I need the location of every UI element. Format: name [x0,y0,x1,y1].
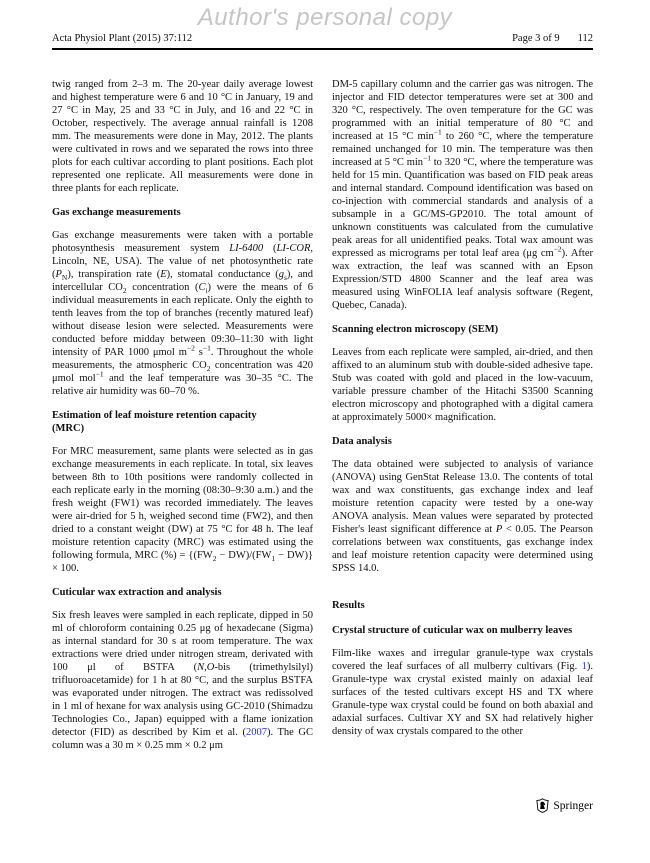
section-heading-results: Results [332,600,365,611]
paragraph-gc-method: DM-5 capillary column and the carrier gas was nitrogen. The injector and FID detector temperatures were set at 300 and 320 °C, respectively. The oven temperature for the GC was programmed with an initial temperature of 80 °C and increased at 15 °C $\min^{-1}$ to 260 °C, where the temperature remained unchanged for 10 min. The temperature was then increased at 5 °C $\min^{-1}$ to 320 °C, where the temperature was held for 15 min. Quantification was based on FID peak areas and internal standard. Compound identification was based on co-injection with commercial standards and analysis of a subsample in a GC/MS-GP2010. The total amount of unknown constituents was calculated from the cumulative peak areas for all unidentified peaks. Total wax amount was expressed as micrograms per total leaf area (μg $cm^{-2}$). After wax extraction, the leaf was scanned with an Epson Expression/STD 4800 Scanner and the leaf area was measured using WinFOLIA leaf analysis software (Regent, Quebec, Canada). [332,79,593,311]
citation-link-2007[interactable]: 2007 [245,727,267,738]
journal-reference: Acta Physiol Plant (2015) 37:112 [52,33,193,44]
article-number: 112 [577,33,593,44]
right-column [332,78,593,752]
page-indicator: Page 3 of 9 [512,33,560,44]
header-rule [52,48,593,50]
heading-wax-extraction: Cuticular wax extraction and analysis [52,587,222,598]
heading-mrc: Estimation of leaf moisture retention capacity (MRC) [52,410,257,434]
author-copy-watermark: Author's personal copy [197,4,453,31]
heading-gas-exchange: Gas exchange measurements [52,207,181,218]
publisher-footer [536,798,593,813]
springer-logo-icon [536,798,549,813]
paragraph-climate: twig ranged from 2–3 m. The 20-year daily average lowest and highest temperature were 6 and 10 °C in January, 19 and 27 °C in May, 25 and 33 °C in July, and 16 and 22 °C in October, respectively. The average annual rainfall is 1208 mm. The measurements were done in May, 2012. The plants were cultivated in rows and we separated the rows into three plots for each cultivar according to plant positions. Each plot represented one replicate. All measurements were done in three plants for each replicate. [52,79,313,194]
heading-sem: Scanning electron microscopy (SEM) [332,324,499,335]
page-header [52,33,593,44]
publisher-name: Springer [553,799,593,812]
paragraph-data-analysis: The data obtained were subjected to analysis of variance (ANOVA) using GenStat Release 13.0. The contents of total wax and wax constituents, gas exchange index and leaf moisture retention capacity were tested by a one-way ANOVA analysis. Mean values were separated by protected Fisher's least significant difference at P < 0.05. The Pearson correlations between wax constituents, gas exchange index and leaf moisture retention capacity were determined using SPSS 14.0. [332,459,593,574]
figure-1-link[interactable]: 1 [581,661,587,672]
paragraph-gas-exchange: Gas exchange measurements were taken with a portable photosynthesis measurement system LI-6400 (LI-COR, Lincoln, NE, USA). The value of net photosynthetic rate $(P_N)$, transpiration rate (E), stomatal conductance $(g_s)$, and intercellular $CO_2$ concentration $(C_i)$ were the means of 6 individual measurements in each replicate. Only the eighth to tenth leaves from the top of branches (recently matured leaf) without disease lesion were selected. Measurements were conducted before midday between 09:30–11:30 with light intensity of PAR 1000 μmol $m^{-2}$ $s^{-1}$. Throughout the whole measurements, the atmospheric $CO_2$ concentration was 420 μmol mol$^{-1}$ and the leaf temperature was 30–35 °C. The relative air humidity was 60–70 %. [52,230,313,397]
paragraph-crystal-structure: Film-like waxes and irregular granule-type wax crystals covered the leaf surfaces of all mulberry cultivars (Fig. 1). Granule-type wax crystal existed mainly on adaxial leaf surfaces of the tested cultivars except HS and TX where Granule-type wax crystal could be found on both abaxial and adaxial surfaces. Cultivar XY and SX had relatively higher density of wax crystals compared to the other [332,648,593,737]
heading-crystal-structure: Crystal structure of cuticular wax on mulberry leaves [332,625,573,636]
paragraph-mrc: For MRC measurement, same plants were selected as in gas exchange measurements in each replicate. In total, six leaves between 8th to 10th positions were randomly collected in each replicate early in the morning (08:30–9:30 a.m.) and the fresh weight (FW1) was recorded immediately. The leaves were air-dried for 5 h, weighed second time (FW2), and then dried to a constant weight (DW) at 75 °C for 48 h. The leaf moisture retention capacity (MRC) was estimated using the following formula, MRC (%) = $\{(FW_2 - DW)/(FW_1 - DW)\} \times 100$. [52,446,314,574]
heading-data-analysis: Data analysis [332,436,392,447]
paragraph-wax-extraction: Six fresh leaves were sampled in each replicate, dipped in 50 ml of chloroform containing 0.25 μg of hexadecane (Sigma) as internal standard for 30 s at room temperature. The wax extractions were dried under nitrogen stream, derivated with 100 μl of BSTFA (N,O-bis (trimethylsilyl) trifluoroacetamide) for 1 h at 80 °C, and the surplus BSTFA was evaporated under nitrogen. The extract was redissolved in 1 ml of hexane for wax analysis using GC-2010 (Shimadzu Technologies Co., Japan) equipped with a flame ionization detector (FID) as described by Kim et al. (2007). The GC column was a 30 m × 0.25 mm × 0.2 μm [52,610,313,751]
page-header-right [512,33,593,44]
left-column [52,78,313,752]
two-column-body [52,78,593,752]
paragraph-sem: Leaves from each replicate were sampled, air-dried, and then affixed to an aluminum stub with double-sided adhesive tape. Stub was coated with gold and placed in the low-vacuum, variable pressure chamber of the Hitachi S3500 Scanning electron microscopy and photographed with a digital camera at approximately 5000× magnification. [332,347,593,423]
